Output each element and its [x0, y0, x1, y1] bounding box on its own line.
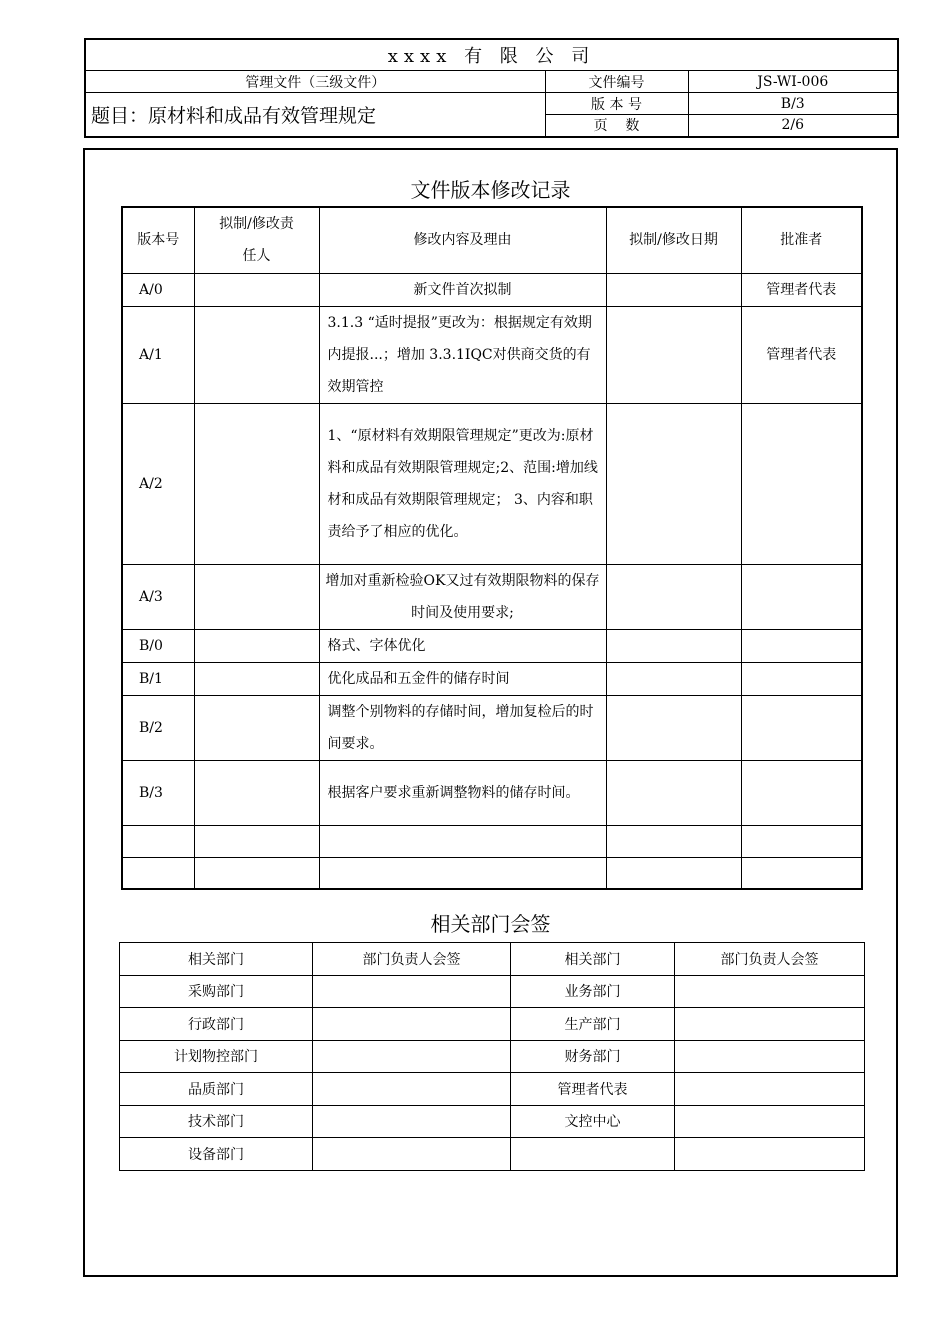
- dept-right: 文控中心: [511, 1105, 675, 1138]
- company-name: xxxx 有 限 公 司: [85, 39, 898, 71]
- doc-level: 管理文件（三级文件）: [85, 71, 545, 93]
- revision-header-row: [122, 207, 862, 273]
- row-version: B/3: [122, 760, 194, 825]
- row-date: [606, 403, 741, 564]
- table-row: [122, 662, 862, 695]
- page-frame: [83, 148, 898, 1277]
- col-date: 拟制/修改日期: [606, 207, 741, 273]
- signature-cell[interactable]: [675, 1008, 865, 1041]
- row-person: [194, 662, 319, 695]
- row-version: [122, 825, 194, 857]
- row-date: [606, 306, 741, 403]
- table-row: [120, 1008, 865, 1041]
- dept-right: 管理者代表: [511, 1073, 675, 1106]
- page-value: 2/6: [688, 115, 898, 137]
- col-dept-left: 相关部门: [120, 943, 313, 976]
- signature-cell[interactable]: [675, 1073, 865, 1106]
- row-content: 优化成品和五金件的储存时间: [319, 662, 606, 695]
- dept-left: 品质部门: [120, 1073, 313, 1106]
- row-person: [194, 564, 319, 629]
- table-row: [120, 1105, 865, 1138]
- table-row: [120, 975, 865, 1008]
- row-content: [319, 825, 606, 857]
- row-content: 新文件首次拟制: [319, 273, 606, 306]
- col-sign-left: 部门负责人会签: [313, 943, 511, 976]
- revision-title: 文件版本修改记录: [410, 178, 571, 202]
- col-dept-right: 相关部门: [511, 943, 675, 976]
- row-version: A/3: [122, 564, 194, 629]
- revision-table: [121, 206, 863, 890]
- row-version: B/1: [122, 662, 194, 695]
- row-version: A/1: [122, 306, 194, 403]
- dept-right: 财务部门: [511, 1040, 675, 1073]
- signature-cell[interactable]: [313, 1008, 511, 1041]
- row-date: [606, 273, 741, 306]
- row-date: [606, 629, 741, 662]
- row-date: [606, 760, 741, 825]
- row-date: [606, 825, 741, 857]
- col-sign-right: 部门负责人会签: [675, 943, 865, 976]
- signature-cell[interactable]: [313, 1138, 511, 1171]
- dept-left: 行政部门: [120, 1008, 313, 1041]
- version-value: B/3: [688, 93, 898, 115]
- dept-left: 技术部门: [120, 1105, 313, 1138]
- signature-cell[interactable]: [313, 975, 511, 1008]
- row-version: A/2: [122, 403, 194, 564]
- row-version: A/0: [122, 273, 194, 306]
- row-content: 根据客户要求重新调整物料的储存时间。: [319, 760, 606, 825]
- row-version: [122, 857, 194, 889]
- table-row: [122, 564, 862, 629]
- row-approver: [741, 857, 862, 889]
- dept-right: [511, 1138, 675, 1171]
- doc-number-label: 文件编号: [545, 71, 688, 93]
- row-version: B/0: [122, 629, 194, 662]
- row-content: [319, 857, 606, 889]
- version-label: 版 本 号: [545, 93, 688, 115]
- row-person: [194, 273, 319, 306]
- row-date: [606, 857, 741, 889]
- signature-cell[interactable]: [675, 975, 865, 1008]
- signature-cell[interactable]: [313, 1073, 511, 1106]
- row-approver: 管理者代表: [741, 273, 862, 306]
- row-person: [194, 629, 319, 662]
- row-person: [194, 760, 319, 825]
- table-row: [122, 857, 862, 889]
- row-content: 调整个别物料的存储时间，增加复检后的时间要求。: [319, 695, 606, 760]
- signature-cell[interactable]: [675, 1105, 865, 1138]
- col-approver: 批准者: [741, 207, 862, 273]
- row-approver: [741, 825, 862, 857]
- row-approver: [741, 760, 862, 825]
- row-content: 增加对重新检验OK又过有效期限物料的保存时间及使用要求;: [319, 564, 606, 629]
- table-row: [122, 825, 862, 857]
- col-person: 拟制/修改责任人: [194, 207, 319, 273]
- signature-cell[interactable]: [313, 1105, 511, 1138]
- row-approver: [741, 564, 862, 629]
- dept-right: 生产部门: [511, 1008, 675, 1041]
- row-date: [606, 564, 741, 629]
- document-header: [84, 38, 899, 138]
- row-approver: [741, 662, 862, 695]
- row-approver: 管理者代表: [741, 306, 862, 403]
- row-person: [194, 825, 319, 857]
- row-content: 3.1.3 “适时提报”更改为：根据规定有效期内提报...；增加 3.3.1IQC对供商交货的有效期管控: [319, 306, 606, 403]
- col-version: 版本号: [122, 207, 194, 273]
- table-row: [122, 403, 862, 564]
- table-row: [122, 695, 862, 760]
- table-row: [120, 1138, 865, 1171]
- signature-cell[interactable]: [313, 1040, 511, 1073]
- dept-left: 计划物控部门: [120, 1040, 313, 1073]
- dept-left: 设备部门: [120, 1138, 313, 1171]
- row-content: 格式、字体优化: [319, 629, 606, 662]
- row-content: 1、“原材料有效期限管理规定”更改为:原材料和成品有效期限管理规定;2、范围:增加线材和成品有效期限管理规定； 3、内容和职责给予了相应的优化。: [319, 403, 606, 564]
- table-row: [122, 306, 862, 403]
- signature-cell[interactable]: [675, 1138, 865, 1171]
- page-label: 页 数: [545, 115, 688, 137]
- row-person: [194, 695, 319, 760]
- row-date: [606, 695, 741, 760]
- row-person: [194, 306, 319, 403]
- dept-right: 业务部门: [511, 975, 675, 1008]
- doc-number-value: JS-WI-006: [688, 71, 898, 93]
- row-person: [194, 403, 319, 564]
- signoff-title: 相关部门会签: [430, 912, 551, 936]
- signoff-header-row: [120, 943, 865, 976]
- dept-left: 采购部门: [120, 975, 313, 1008]
- signature-cell[interactable]: [675, 1040, 865, 1073]
- col-content: 修改内容及理由: [319, 207, 606, 273]
- row-approver: [741, 629, 862, 662]
- row-person: [194, 857, 319, 889]
- table-row: [120, 1073, 865, 1106]
- table-row: [120, 1040, 865, 1073]
- table-row: [122, 629, 862, 662]
- row-approver: [741, 695, 862, 760]
- row-version: B/2: [122, 695, 194, 760]
- row-approver: [741, 403, 862, 564]
- document-subject: 题目：原材料和成品有效管理规定: [85, 93, 545, 137]
- signoff-table: [119, 942, 865, 1171]
- table-row: [122, 273, 862, 306]
- table-row: [122, 760, 862, 825]
- row-date: [606, 662, 741, 695]
